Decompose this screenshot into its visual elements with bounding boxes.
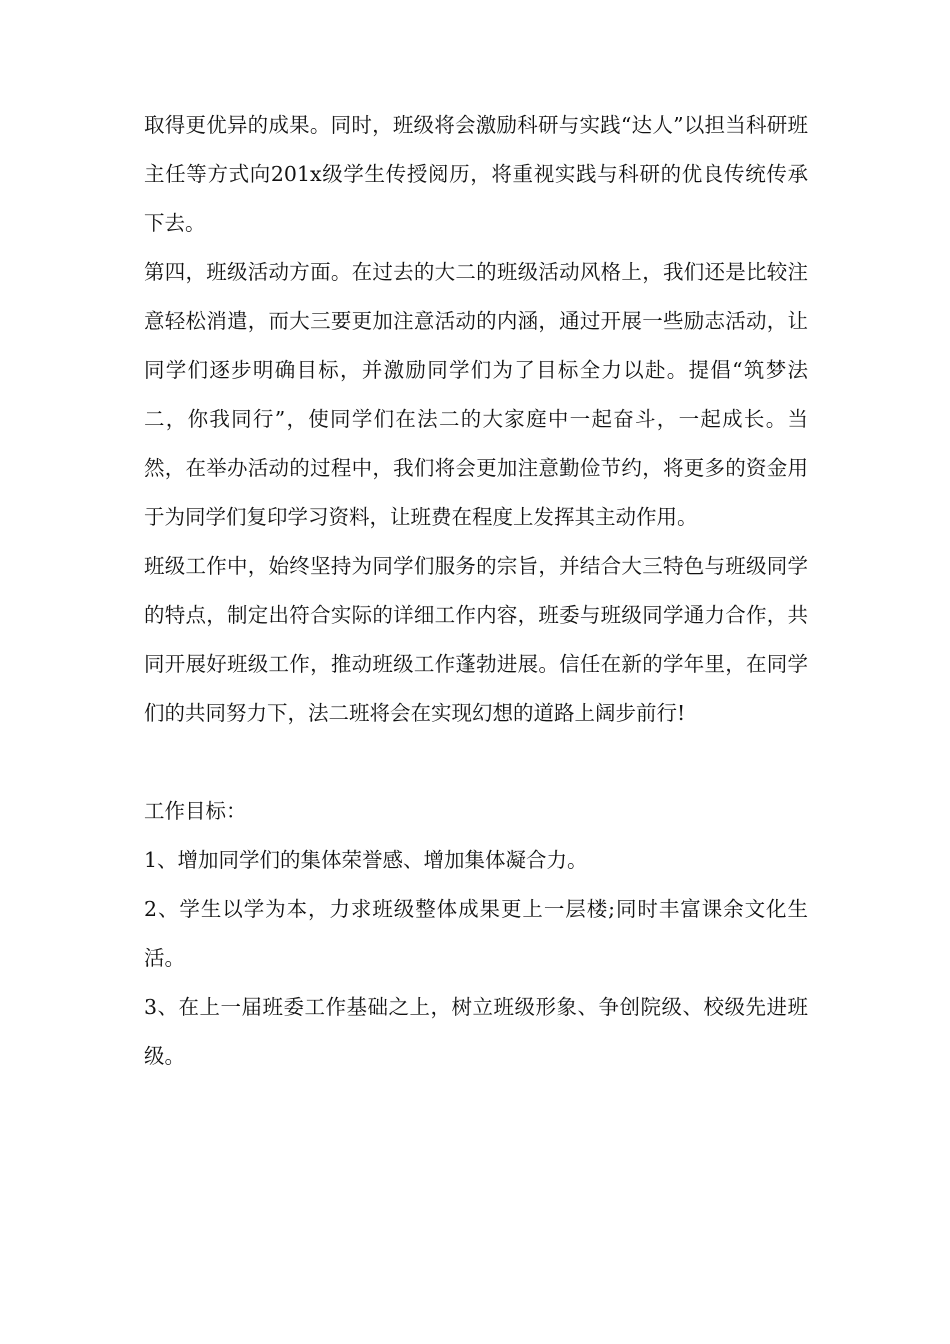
goal-item-2: 2、学生以学为本，力求班级整体成果更上一层楼;同时丰富课余文化生活。 [144, 897, 808, 970]
paragraph-research: 取得更优异的成果。同时，班级将会激励科研与实践“达人”以担当科研班主任等方式向201x级学生传授阅历，将重视实践与科研的优良传统传承下去。 [144, 113, 808, 235]
paragraph-class-work: 班级工作中，始终坚持为同学们服务的宗旨，并结合大三特色与班级同学的特点，制定出符合实际的详细工作内容，班委与班级同学通力合作，共同开展好班级工作，推动班级工作蓬勃进展。信任在新的学年里，在同学们的共同努力下，法二班将会在实现幻想的道路上阔步前行! [144, 554, 808, 725]
paragraph-class-activities: 第四，班级活动方面。在过去的大二的班级活动风格上，我们还是比较注意轻松消遣，而大三要更加注意活动的内涵，通过开展一些励志活动，让同学们逐步明确目标，并激励同学们为了目标全力以赴。提倡“筑梦法二，你我同行”，使同学们在法二的大家庭中一起奋斗，一起成长。当然，在举办活动的过程中，我们将会更加注意勤俭节约，将更多的资金用于为同学们复印学习资料，让班费在程度上发挥其主动作用。 [144, 260, 808, 529]
goal-item-1: 1、增加同学们的集体荣誉感、增加集体凝合力。 [144, 848, 588, 872]
goals-heading: 工作目标： [144, 799, 247, 823]
paragraph-spacer [144, 738, 808, 787]
document-body [144, 101, 808, 1081]
goal-item-3: 3、在上一届班委工作基础之上，树立班级形象、争创院级、校级先进班级。 [144, 995, 808, 1068]
